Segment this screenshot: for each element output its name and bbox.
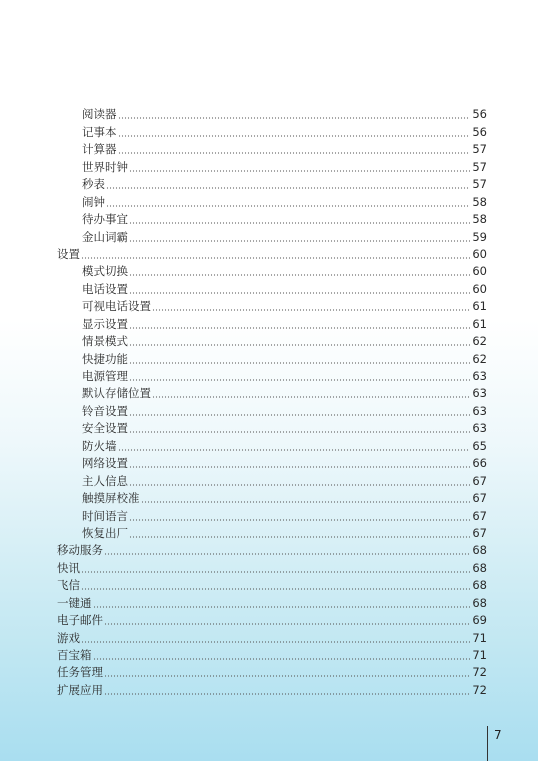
dot-leader	[152, 309, 470, 311]
toc-entry-page: 63	[472, 403, 487, 418]
dot-leader	[81, 588, 470, 590]
toc-entry[interactable]	[0, 278, 538, 295]
toc-entry-page: 58	[472, 194, 487, 209]
toc-entry-title: 恢复出厂	[82, 525, 128, 540]
dot-leader	[93, 606, 471, 608]
toc-entry-title: 触摸屏校准	[82, 491, 140, 506]
toc-entry-title: 可视电话设置	[82, 299, 151, 314]
dot-leader	[93, 658, 471, 660]
toc-entry-page: 61	[472, 316, 487, 331]
table-of-contents	[0, 104, 538, 697]
toc-entry[interactable]	[0, 313, 538, 330]
toc-entry-title: 电子邮件	[57, 613, 103, 628]
toc-entry[interactable]	[0, 244, 538, 261]
toc-entry-page: 59	[472, 229, 487, 244]
toc-entry-page: 67	[472, 508, 487, 523]
toc-entry[interactable]	[0, 523, 538, 540]
toc-entry-title: 网络设置	[82, 456, 128, 471]
toc-entry-title: 快捷功能	[82, 351, 128, 366]
toc-entry-title: 闹钟	[82, 194, 105, 209]
toc-entry-page: 66	[472, 456, 487, 471]
toc-entry[interactable]	[0, 435, 538, 452]
dot-leader	[106, 205, 470, 207]
toc-entry[interactable]	[0, 104, 538, 121]
dot-leader	[141, 501, 471, 503]
toc-entry-title: 金山词霸	[82, 229, 128, 244]
toc-entry[interactable]	[0, 679, 538, 696]
toc-entry-title: 主人信息	[82, 473, 128, 488]
toc-entry[interactable]	[0, 226, 538, 243]
toc-entry-title: 电源管理	[82, 369, 128, 383]
toc-entry-page: 60	[472, 281, 487, 296]
toc-entry-page: 60	[472, 264, 487, 279]
page-number: 7	[494, 728, 502, 742]
toc-entry[interactable]	[0, 296, 538, 313]
toc-entry-title: 一键通	[57, 595, 92, 610]
dot-leader	[129, 240, 470, 242]
dot-leader	[104, 553, 470, 555]
toc-entry-page: 62	[472, 334, 487, 349]
toc-entry[interactable]	[0, 139, 538, 156]
toc-entry-title: 模式切换	[82, 264, 128, 279]
toc-entry[interactable]	[0, 645, 538, 662]
toc-entry-page: 69	[472, 613, 487, 628]
dot-leader	[152, 396, 470, 398]
dot-leader	[129, 466, 470, 468]
dot-leader	[104, 623, 470, 625]
toc-entry[interactable]	[0, 261, 538, 278]
dot-leader	[129, 292, 470, 294]
toc-entry-title: 计算器	[82, 142, 117, 157]
dot-leader	[129, 274, 470, 276]
toc-entry[interactable]	[0, 191, 538, 208]
toc-entry-title: 阅读器	[82, 107, 117, 122]
toc-entry-title: 显示设置	[82, 316, 128, 331]
toc-entry-title: 世界时钟	[82, 159, 128, 174]
toc-entry-title: 快讯	[57, 560, 80, 575]
toc-entry-title: 防火墙	[82, 438, 117, 453]
toc-entry-title: 记事本	[82, 124, 117, 139]
toc-entry[interactable]	[0, 383, 538, 400]
toc-entry[interactable]	[0, 575, 538, 592]
toc-entry[interactable]	[0, 453, 538, 470]
toc-entry[interactable]	[0, 540, 538, 557]
dot-leader	[129, 344, 470, 346]
dot-leader	[118, 117, 471, 119]
toc-entry-title: 扩展应用	[57, 682, 103, 697]
toc-entry[interactable]	[0, 592, 538, 609]
toc-entry[interactable]	[0, 488, 538, 505]
dot-leader	[129, 379, 470, 381]
toc-entry[interactable]	[0, 331, 538, 348]
toc-entry-page: 57	[472, 142, 487, 157]
toc-entry-title: 情景模式	[82, 334, 128, 349]
toc-entry-page: 62	[472, 351, 487, 366]
toc-entry[interactable]	[0, 418, 538, 435]
toc-entry[interactable]	[0, 557, 538, 574]
toc-entry-page: 68	[472, 595, 487, 610]
dot-leader	[118, 449, 471, 451]
toc-entry-title: 默认存储位置	[82, 386, 151, 401]
toc-entry[interactable]	[0, 209, 538, 226]
toc-entry-page: 72	[472, 682, 487, 697]
toc-entry[interactable]	[0, 505, 538, 522]
dot-leader	[129, 222, 470, 224]
toc-entry-page: 63	[472, 421, 487, 436]
dot-leader	[106, 187, 470, 189]
footer-divider	[487, 726, 488, 761]
toc-entry-page: 68	[472, 578, 487, 593]
dot-leader	[104, 675, 470, 677]
toc-entry-title: 安全设置	[82, 421, 128, 436]
toc-entry-page: 57	[472, 177, 487, 192]
dot-leader	[129, 362, 470, 364]
dot-leader	[81, 641, 470, 643]
toc-entry-page: 68	[472, 543, 487, 558]
toc-entry-page: 58	[472, 212, 487, 227]
toc-entry[interactable]	[0, 470, 538, 487]
dot-leader	[118, 152, 471, 154]
toc-entry[interactable]	[0, 156, 538, 173]
toc-entry[interactable]	[0, 610, 538, 627]
toc-entry[interactable]	[0, 348, 538, 365]
dot-leader	[129, 431, 470, 433]
toc-entry-page: 67	[472, 525, 487, 540]
toc-entry-page: 60	[472, 246, 487, 261]
dot-leader	[129, 327, 470, 329]
toc-entry-page: 67	[472, 491, 487, 506]
toc-entry-page: 56	[472, 124, 487, 139]
dot-leader	[129, 170, 470, 172]
toc-entry-page: 65	[472, 438, 487, 453]
toc-entry-page: 61	[472, 299, 487, 314]
toc-entry-title: 百宝箱	[57, 648, 92, 662]
toc-entry-title: 设置	[57, 246, 80, 261]
toc-entry-title: 待办事宜	[82, 212, 128, 227]
toc-entry-page: 71	[472, 648, 487, 662]
toc-entry-page: 63	[472, 369, 487, 383]
dot-leader	[129, 519, 470, 521]
dot-leader	[129, 536, 470, 538]
toc-entry-title: 时间语言	[82, 508, 128, 523]
toc-entry-page: 57	[472, 159, 487, 174]
toc-entry[interactable]	[0, 121, 538, 138]
toc-entry-title: 飞信	[57, 578, 80, 593]
toc-entry-page: 68	[472, 560, 487, 575]
toc-entry-page: 63	[472, 386, 487, 401]
toc-entry-page: 71	[472, 630, 487, 645]
toc-entry[interactable]	[0, 627, 538, 644]
dot-leader	[104, 693, 470, 695]
toc-entry[interactable]	[0, 662, 538, 679]
toc-entry-title: 游戏	[57, 630, 80, 645]
toc-entry-title: 电话设置	[82, 281, 128, 296]
toc-entry-title: 铃音设置	[82, 403, 128, 418]
toc-entry-page: 56	[472, 107, 487, 122]
toc-entry-title: 秒表	[82, 177, 105, 192]
toc-entry-title: 任务管理	[57, 665, 103, 680]
dot-leader	[118, 135, 471, 137]
dot-leader	[129, 414, 470, 416]
toc-entry-page: 72	[472, 665, 487, 680]
toc-entry[interactable]	[0, 174, 538, 191]
toc-entry[interactable]	[0, 400, 538, 417]
toc-entry-page: 67	[472, 473, 487, 488]
toc-entry[interactable]	[0, 366, 538, 383]
toc-entry-title: 移动服务	[57, 543, 103, 558]
dot-leader	[129, 484, 470, 486]
dot-leader	[81, 571, 470, 573]
dot-leader	[81, 257, 470, 259]
